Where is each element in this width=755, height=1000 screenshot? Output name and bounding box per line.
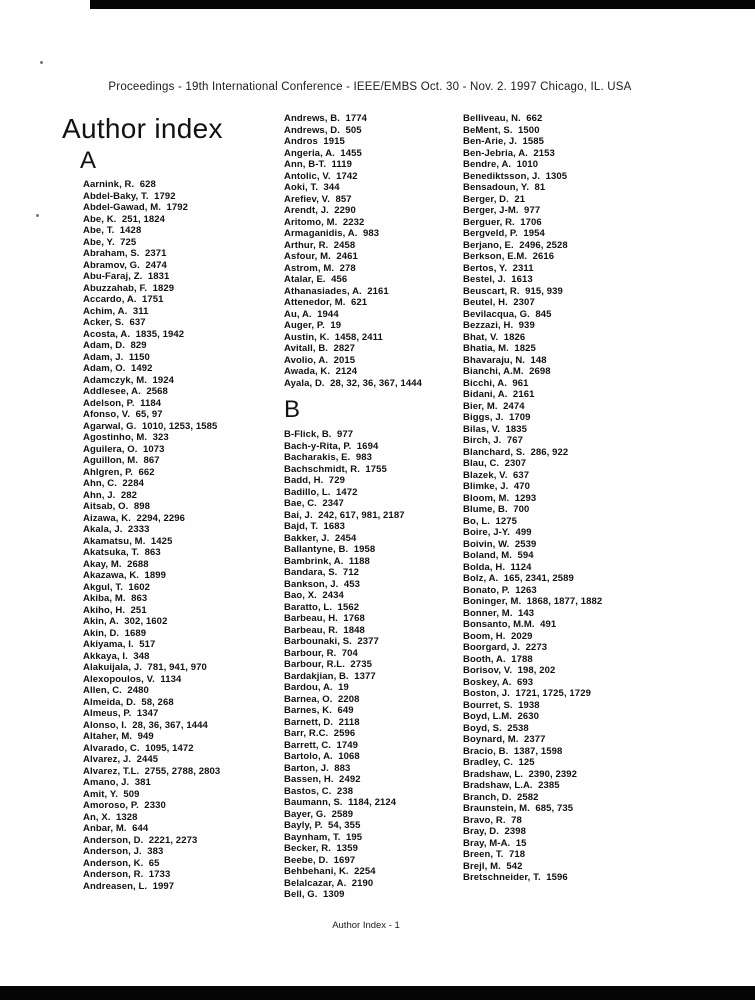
index-entry: Bartolo, A. 1068 <box>284 751 360 762</box>
index-entry: Breen, T. 718 <box>463 849 526 860</box>
index-entry: Boninger, M. 1868, 1877, 1882 <box>463 596 603 607</box>
index-entry: Accardo, A. 1751 <box>83 294 164 305</box>
index-entry: Behbehani, K. 2254 <box>284 866 376 877</box>
index-entry: Amit, Y. 509 <box>83 788 140 800</box>
index-entry: Arthur, R. 2458 <box>284 239 356 251</box>
index-entry: BeMent, S. 1500 <box>463 124 540 136</box>
index-entry: Bayly, P. 54, 355 <box>284 820 361 831</box>
index-entry: Akiho, H. 251 <box>83 604 147 616</box>
index-entry: Barbour, R. 704 <box>284 647 358 659</box>
index-entry: Aitsab, O. 898 <box>83 501 150 512</box>
index-entry: Akamatsu, M. 1425 <box>83 535 173 547</box>
index-entry: Alakuijala, J. 781, 941, 970 <box>83 662 207 673</box>
index-entry: Booth, A. 1788 <box>463 653 533 665</box>
index-entry: Andrews, D. 505 <box>284 124 362 136</box>
index-entry: Bensadoun, Y. 81 <box>463 182 546 193</box>
index-entry: Andros 1915 <box>284 136 345 147</box>
index-entry: Agarwal, G. 1010, 1253, 1585 <box>83 420 218 432</box>
index-entry: Barnea, O. 2208 <box>284 693 360 705</box>
author-index-column-3 <box>463 113 708 884</box>
index-entry: Bajd, T. 1683 <box>284 521 346 532</box>
index-entry: Akay, M. 2688 <box>83 558 149 570</box>
index-entry: Benediktsson, J. 1305 <box>463 170 568 182</box>
index-entry: Becker, R. 1359 <box>284 843 358 854</box>
index-entry: Akkaya, I. 348 <box>83 650 150 662</box>
index-entry: Bray, M-A. 15 <box>463 837 527 849</box>
index-entry: Bonsanto, M.M. 491 <box>463 619 557 630</box>
scan-speck <box>40 61 43 64</box>
index-entry: Angeria, A. 1455 <box>284 147 362 159</box>
index-entry: Berguer, R. 1706 <box>463 216 542 228</box>
index-entry: Beebe, D. 1697 <box>284 854 356 866</box>
index-entry: Boorgard, J. 2273 <box>463 642 548 653</box>
index-entry: Bo, L. 1275 <box>463 515 517 527</box>
author-index-column-2-section-a <box>284 113 469 389</box>
index-entry: Antolic, V. 1742 <box>284 170 358 182</box>
index-entry: Athanasiades, A. 2161 <box>284 285 389 297</box>
page-footer: Author Index - 1 <box>332 920 400 931</box>
section-heading-b: B <box>284 396 301 423</box>
index-entry: Bezzazi, H. 939 <box>463 320 535 331</box>
author-index-column-2-section-b <box>284 429 469 901</box>
index-entry: Andrews, B. 1774 <box>284 113 368 124</box>
index-entry: Bradshaw, L.A. 2385 <box>463 780 560 791</box>
index-entry: Altaher, M. 949 <box>83 731 154 742</box>
index-entry: Acosta, A. 1835, 1942 <box>83 328 185 340</box>
index-entry: B-Flick, B. 977 <box>284 429 354 440</box>
index-entry: Bretschneider, T. 1596 <box>463 872 568 883</box>
index-entry: Adelson, P. 1184 <box>83 397 162 409</box>
index-entry: Attenedor, M. 621 <box>284 297 368 308</box>
index-entry: Bell, G. 1309 <box>284 889 345 900</box>
index-entry: Bach-y-Rita, P. 1694 <box>284 440 379 452</box>
index-entry: Abdel-Baky, T. 1792 <box>83 190 176 202</box>
index-entry: Abdel-Gawad, M. 1792 <box>83 202 189 213</box>
index-entry: Au, A. 1944 <box>284 308 339 320</box>
index-entry: Abe, Y. 725 <box>83 236 137 248</box>
index-entry: Barnett, D. 2118 <box>284 716 360 728</box>
index-entry: Alexopoulos, V. 1134 <box>83 673 182 685</box>
index-entry: Bray, D. 2398 <box>463 826 527 837</box>
index-entry: Abu-Faraj, Z. 1831 <box>83 271 170 282</box>
index-entry: Ben-Jebria, A. 2153 <box>463 147 555 159</box>
index-entry: Bourret, S. 1938 <box>463 699 540 711</box>
index-entry: Baynham, T. 195 <box>284 831 363 843</box>
index-entry: Bianchi, A.M. 2698 <box>463 366 551 377</box>
index-entry: Brejl, M. 542 <box>463 860 523 872</box>
index-entry: Anderson, K. 65 <box>83 857 160 869</box>
index-entry: Bachschmidt, R. 1755 <box>284 463 387 475</box>
index-entry: Ayala, D. 28, 32, 36, 367, 1444 <box>284 377 423 389</box>
index-entry: Boom, H. 2029 <box>463 630 533 642</box>
index-entry: Amoroso, P. 2330 <box>83 800 166 811</box>
index-entry: Blau, C. 2307 <box>463 458 527 469</box>
index-entry: Bhat, V. 1826 <box>463 331 526 343</box>
index-entry: Bilas, V. 1835 <box>463 423 528 435</box>
index-entry: Baumann, S. 1184, 2124 <box>284 797 397 808</box>
index-entry: Adam, D. 829 <box>83 340 147 351</box>
index-entry: Anderson, D. 2221, 2273 <box>83 834 198 846</box>
index-entry: Berger, D. 21 <box>463 193 526 205</box>
index-entry: Auger, P. 19 <box>284 320 342 331</box>
index-entry: Badillo, L. 1472 <box>284 486 358 498</box>
index-entry: Bakker, J. 2454 <box>284 532 357 544</box>
index-entry: Berkson, E.M. 2616 <box>463 251 555 262</box>
index-entry: Bae, C. 2347 <box>284 498 344 509</box>
index-entry: Akiba, M. 863 <box>83 593 148 604</box>
index-entry: Bai, J. 242, 617, 981, 2187 <box>284 509 405 521</box>
index-entry: Boire, J-Y. 499 <box>463 527 532 538</box>
index-entry: Bandara, S. 712 <box>284 567 359 578</box>
index-entry: Blazek, V. 637 <box>463 469 530 481</box>
index-entry: Arefiev, V. 857 <box>284 193 352 205</box>
scan-artifact-bottom-bar <box>0 986 755 1000</box>
index-entry: Beuscart, R. 915, 939 <box>463 285 563 297</box>
scan-artifact-top-bar <box>90 0 755 9</box>
index-entry: Afonso, V. 65, 97 <box>83 409 163 420</box>
index-entry: Bendre, A. 1010 <box>463 159 539 170</box>
index-entry: Achim, A. 311 <box>83 305 149 317</box>
index-entry: Aoki, T. 344 <box>284 182 340 193</box>
index-entry: Braunstein, M. 685, 735 <box>463 803 574 814</box>
index-entry: Bicchi, A. 961 <box>463 377 529 389</box>
index-entry: Bolz, A. 165, 2341, 2589 <box>463 573 574 584</box>
index-entry: Bao, X. 2434 <box>284 590 344 601</box>
index-entry: Bonato, P. 1263 <box>463 584 537 596</box>
index-entry: Bayer, G. 2589 <box>284 808 354 820</box>
index-entry: Barbeau, H. 1768 <box>284 613 365 624</box>
index-entry: Baratto, L. 1562 <box>284 601 360 613</box>
index-entry: Boston, J. 1721, 1725, 1729 <box>463 688 591 699</box>
index-entry: Bastos, C. 238 <box>284 785 354 797</box>
index-entry: Almeus, P. 1347 <box>83 708 159 719</box>
index-entry: Aguillon, M. 867 <box>83 455 160 466</box>
index-entry: Barbounaki, S. 2377 <box>284 636 379 647</box>
index-entry: Barnes, K. 649 <box>284 705 354 716</box>
index-entry: Akatsuka, T. 863 <box>83 547 161 558</box>
index-entry: Akala, J. 2333 <box>83 524 150 535</box>
index-entry: Bankson, J. 453 <box>284 578 361 590</box>
index-entry: Ann, B-T. 1119 <box>284 159 353 170</box>
index-entry: Ahn, C. 2284 <box>83 478 144 489</box>
index-entry: Bradley, C. 125 <box>463 757 535 768</box>
index-entry: Boland, M. 594 <box>463 550 534 561</box>
index-entry: Amano, J. 381 <box>83 777 151 788</box>
index-entry: Bhavaraju, N. 148 <box>463 354 547 366</box>
index-entry: Boskey, A. 693 <box>463 676 534 688</box>
index-entry: Agostinho, M. 323 <box>83 432 169 443</box>
index-entry: Akgul, T. 1602 <box>83 581 150 593</box>
index-entry: Akin, A. 302, 1602 <box>83 616 168 627</box>
index-entry: Bier, M. 2474 <box>463 400 525 412</box>
index-entry: Acker, S. 637 <box>83 317 146 328</box>
index-entry: Austin, K. 1458, 2411 <box>284 331 383 343</box>
index-entry: Badd, H. 729 <box>284 475 345 486</box>
index-entry: Bloom, M. 1293 <box>463 492 537 504</box>
index-entry: Armaganidis, A. 983 <box>284 228 380 239</box>
index-entry: Addlesee, A. 2568 <box>83 386 168 397</box>
index-entry: Bolda, H. 1124 <box>463 561 532 573</box>
index-entry: Akin, D. 1689 <box>83 627 147 639</box>
index-entry: Andreasen, L. 1997 <box>83 880 175 892</box>
index-entry: Biggs, J. 1709 <box>463 412 531 423</box>
index-entry: Atalar, E. 456 <box>284 274 348 285</box>
index-entry: Blume, B. 700 <box>463 504 530 515</box>
index-entry: Arendt, J. 2290 <box>284 205 356 216</box>
index-entry: Adam, J. 1150 <box>83 351 150 363</box>
index-entry: Adamczyk, M. 1924 <box>83 374 175 386</box>
index-entry: Bambrink, A. 1188 <box>284 555 370 567</box>
index-entry: Boivin, W. 2539 <box>463 538 537 550</box>
running-header: Proceedings - 19th International Conference - IEEE/EMBS Oct. 30 - Nov. 2. 1997 Chicago, IL. USA <box>108 81 632 93</box>
index-entry: Boynard, M. 2377 <box>463 734 546 745</box>
page-title: Author index <box>62 113 223 144</box>
index-entry: Abraham, S. 2371 <box>83 248 167 259</box>
index-entry: Barton, J. 883 <box>284 762 351 774</box>
index-entry: Bardakjian, B. 1377 <box>284 670 376 682</box>
index-entry: Avolio, A. 2015 <box>284 354 356 366</box>
index-entry: Birch, J. 767 <box>463 435 524 446</box>
index-entry: Astrom, M. 278 <box>284 262 356 274</box>
index-entry: Branch, D. 2582 <box>463 791 539 803</box>
index-entry: Ahn, J. 282 <box>83 489 137 501</box>
index-entry: Avitall, B. 2827 <box>284 343 356 354</box>
index-entry: Alvarez, J. 2445 <box>83 754 159 765</box>
index-entry: Bacharakis, E. 983 <box>284 452 372 463</box>
index-entry: Belalcazar, A. 2190 <box>284 877 374 889</box>
index-entry: Abramov, G. 2474 <box>83 259 167 271</box>
index-entry: An, X. 1328 <box>83 811 138 823</box>
index-entry: Ahlgren, P. 662 <box>83 466 155 478</box>
index-entry: Asfour, M. 2461 <box>284 251 358 262</box>
section-heading-a: A <box>80 147 97 174</box>
index-entry: Blanchard, S. 286, 922 <box>463 446 569 458</box>
index-entry: Beutel, H. 2307 <box>463 297 535 308</box>
index-entry: Bevilacqua, G. 845 <box>463 308 552 320</box>
index-entry: Boyd, L.M. 2630 <box>463 711 540 722</box>
index-entry: Bradshaw, L. 2390, 2392 <box>463 768 577 780</box>
index-entry: Barbour, R.L. 2735 <box>284 659 372 670</box>
index-entry: Alonso, I. 28, 36, 367, 1444 <box>83 719 208 731</box>
index-entry: Abe, T. 1428 <box>83 225 142 236</box>
index-entry: Bhatia, M. 1825 <box>463 343 536 354</box>
index-entry: Ben-Arie, J. 1585 <box>463 136 545 147</box>
index-entry: Anbar, M. 644 <box>83 823 149 834</box>
index-entry: Almeida, D. 58, 268 <box>83 696 174 708</box>
index-entry: Allen, C. 2480 <box>83 685 149 696</box>
index-entry: Aarnink, R. 628 <box>83 179 156 190</box>
index-entry: Barbeau, R. 1848 <box>284 624 365 636</box>
index-entry: Alvarado, C. 1095, 1472 <box>83 742 194 754</box>
scan-speck <box>36 214 39 217</box>
index-entry: Abuzzahab, F. 1829 <box>83 282 175 294</box>
index-entry: Blimke, J. 470 <box>463 481 530 492</box>
index-entry: Berjano, E. 2496, 2528 <box>463 239 568 251</box>
index-entry: Bravo, R. 78 <box>463 814 522 826</box>
index-entry: Barrett, C. 1749 <box>284 739 359 751</box>
index-entry: Bracio, B. 1387, 1598 <box>463 745 563 757</box>
author-index-column-1 <box>83 179 288 892</box>
index-entry: Bonner, M. 143 <box>463 607 535 619</box>
index-entry: Anderson, R. 1733 <box>83 869 171 880</box>
index-entry: Borisov, V. 198, 202 <box>463 665 556 676</box>
index-entry: Bergveld, P. 1954 <box>463 228 545 239</box>
index-entry: Bestel, J. 1613 <box>463 274 533 285</box>
index-entry: Barr, R.C. 2596 <box>284 728 356 739</box>
index-entry: Abe, K. 251, 1824 <box>83 213 166 225</box>
index-entry: Aguilera, O. 1073 <box>83 443 165 455</box>
index-entry: Bertos, Y. 2311 <box>463 262 534 274</box>
index-entry: Bassen, H. 2492 <box>284 774 361 785</box>
index-entry: Aritomo, M. 2232 <box>284 216 365 228</box>
index-entry: Akiyama, I. 517 <box>83 639 156 650</box>
index-entry: Berger, J-M. 977 <box>463 205 541 216</box>
index-entry: Awada, K. 2124 <box>284 366 358 377</box>
index-entry: Bardou, A. 19 <box>284 682 349 693</box>
index-entry: Bidani, A. 2161 <box>463 389 535 400</box>
index-entry: Akazawa, K. 1899 <box>83 570 167 581</box>
index-entry: Belliveau, N. 662 <box>463 113 543 124</box>
index-entry: Boyd, S. 2538 <box>463 722 529 734</box>
index-entry: Ballantyne, B. 1958 <box>284 544 376 555</box>
index-entry: Aizawa, K. 2294, 2296 <box>83 512 186 524</box>
index-entry: Anderson, J. 383 <box>83 846 164 857</box>
index-entry: Alvarez, T.L. 2755, 2788, 2803 <box>83 765 221 777</box>
index-entry: Adam, O. 1492 <box>83 363 153 374</box>
